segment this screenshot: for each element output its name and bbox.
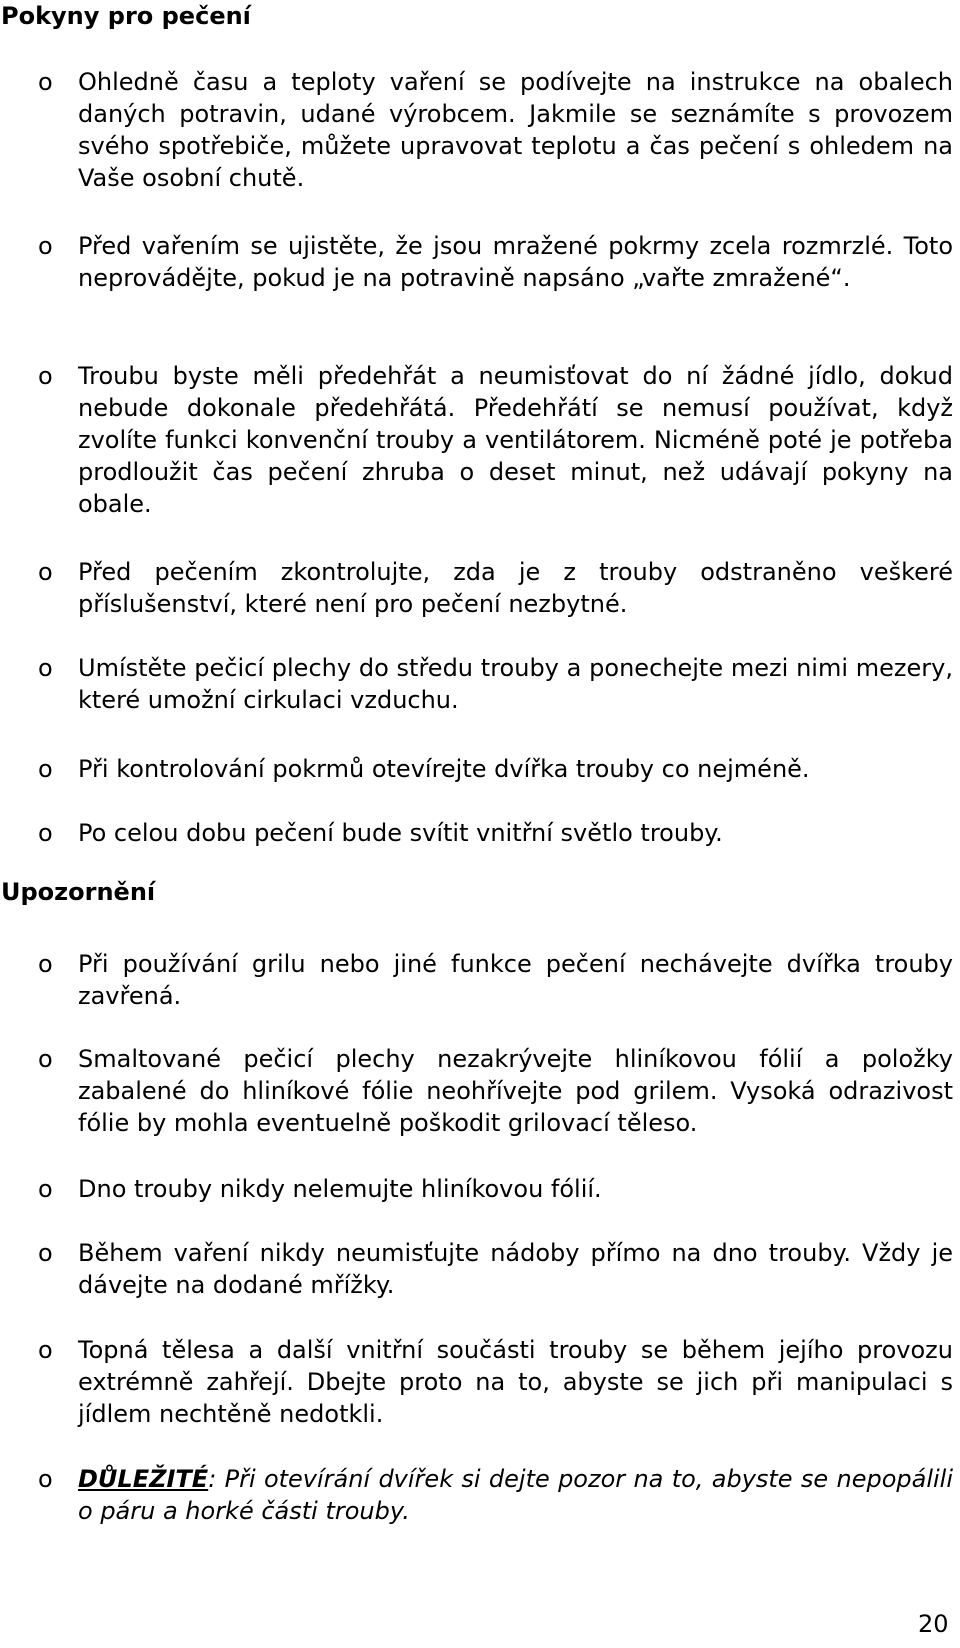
bullet-marker: o [38, 232, 53, 260]
bullet-marker: o [38, 950, 53, 978]
list-item-text: Troubu byste měli předehřát a neumisťovat do ní žádné jídlo, dokud nebude dokonale předehřátá. Předehřátí se nemusí používat, když zvolíte funkci konvenční trouby a ventilátorem. Nicméně poté je potřeba prodloužit čas pečení zhruba o deset minut, než udávají pokyny na obale. [78, 362, 953, 518]
list-item [0, 652, 956, 748]
bullet-marker: o [38, 819, 53, 847]
list-item-text: Při kontrolování pokrmů otevírejte dvířka trouby co nejméně. [78, 755, 810, 783]
important-label: DŮLEŽITÉ [78, 1465, 209, 1493]
list-item-text: Před vařením se ujistěte, že jsou mražené pokrmy zcela rozmrzlé. Toto neprovádějte, pokud je na potravině napsáno „vařte zmražené“. [78, 232, 953, 292]
list-item [0, 1043, 956, 1139]
section-title-warnings: Upozornění [1, 878, 156, 906]
page-number: 20 [918, 1610, 949, 1638]
list-item [0, 360, 956, 518]
list-item-important [0, 1463, 956, 1559]
list-item-text: Před pečením zkontrolujte, zda je z trouby odstraněno veškeré příslušenství, které není pro pečení nezbytné. [78, 558, 953, 618]
list-item-text: Smaltované pečicí plechy nezakrývejte hliníkovou fólií a položky zabalené do hliníkové fólie neohřívejte pod grilem. Vysoká odrazivost fólie by mohla eventuelně poškodit grilovací těleso. [78, 1045, 953, 1137]
list-item-text: Po celou dobu pečení bude svítit vnitřní světlo trouby. [78, 819, 723, 847]
bullet-marker: o [38, 755, 53, 783]
bullet-marker: o [38, 1336, 53, 1364]
list-item-text: Dno trouby nikdy nelemujte hliníkovou fólií. [78, 1175, 602, 1203]
bullet-marker: o [38, 362, 53, 390]
section-title-baking-instructions: Pokyny pro pečení [1, 2, 251, 30]
list-item-text: Během vaření nikdy neumisťujte nádoby přímo na dno trouby. Vždy je dávejte na dodané mřížky. [78, 1239, 953, 1299]
list-item [0, 556, 956, 652]
important-text: : Při otevírání dvířek si dejte pozor na to, abyste se nepopálili o páru a horké části trouby. [78, 1465, 953, 1525]
list-item [0, 1237, 956, 1333]
bullet-marker: o [38, 1239, 53, 1267]
bullet-marker: o [38, 1465, 53, 1493]
list-item [0, 230, 956, 326]
bullet-marker: o [38, 1045, 53, 1073]
list-item [0, 1334, 956, 1430]
bullet-marker: o [38, 558, 53, 586]
list-item-text: Topná tělesa a další vnitřní součásti trouby se během jejího provozu extrémně zahřejí. Dbejte proto na to, abyste se jich při manipulaci s jídlem nechtěně nedotkli. [78, 1336, 953, 1428]
list-item-text: Při používání grilu nebo jiné funkce pečení nechávejte dvířka trouby zavřená. [78, 950, 953, 1010]
bullet-marker: o [38, 654, 53, 682]
list-item [0, 948, 956, 1044]
bullet-marker: o [38, 68, 53, 96]
bullet-marker: o [38, 1175, 53, 1203]
list-item [0, 66, 956, 192]
list-item-text: Umístěte pečicí plechy do středu trouby a ponechejte mezi nimi mezery, které umožní cirkulaci vzduchu. [78, 654, 953, 714]
important-notice [78, 1463, 953, 1527]
list-item-text: Ohledně času a teploty vaření se podívejte na instrukce na obalech daných potravin, udané výrobcem. Jakmile se seznámíte s provozem svého spotřebiče, můžete upravovat teplotu a čas pečení s ohledem na Vaše osobní chutě. [78, 68, 953, 192]
